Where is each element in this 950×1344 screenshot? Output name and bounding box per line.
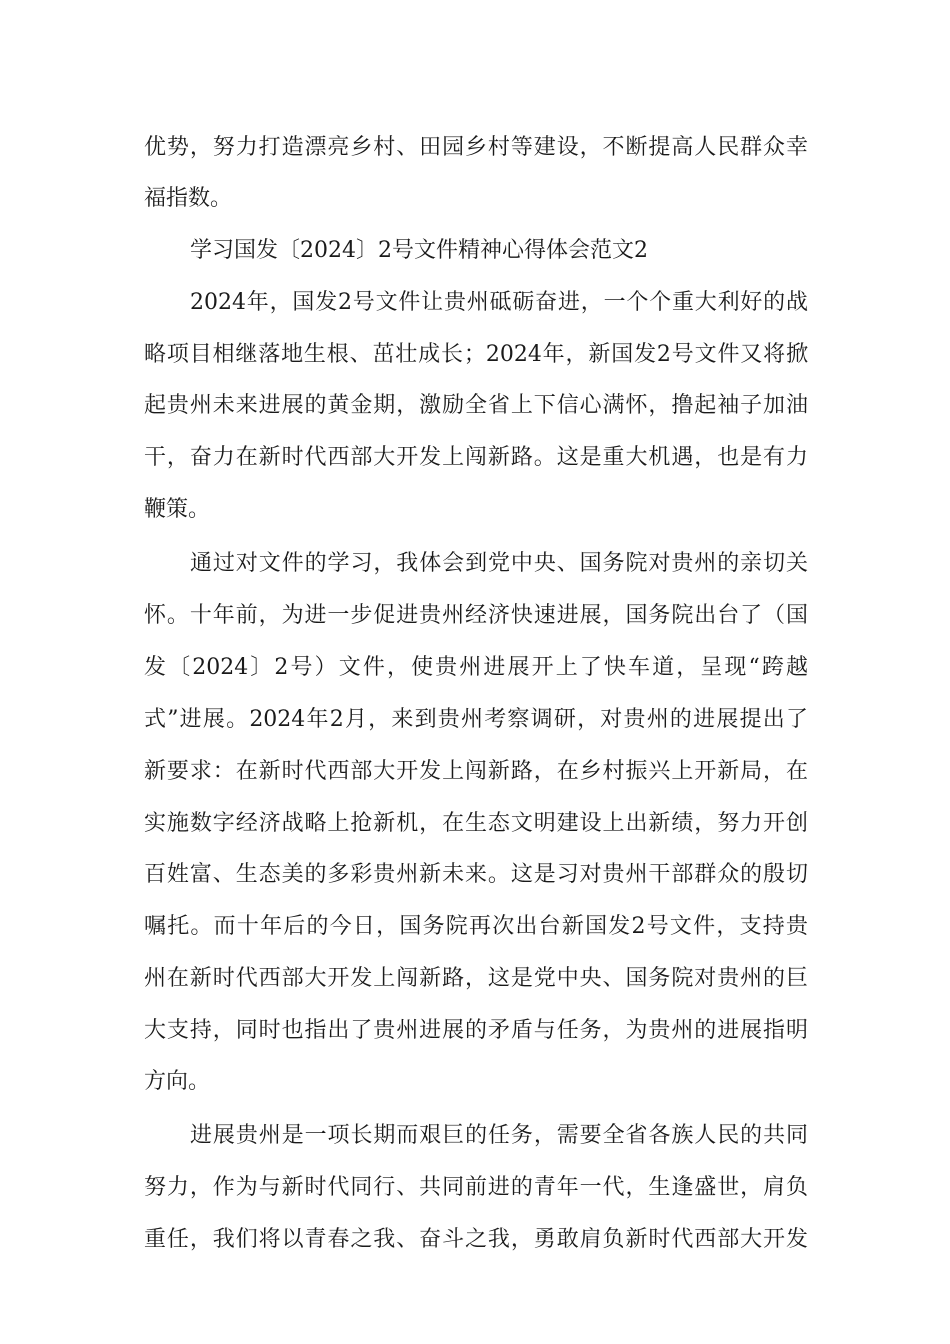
paragraph-line: 嘱托。而十年后的今日，国务院再次出台新国发2号文件，支持贵: [144, 914, 808, 939]
paragraph-line: 进展贵州是一项长期而艰巨的任务，需要全省各族人民的共同: [190, 1123, 808, 1148]
paragraph-line: 干，奋力在新时代西部大开发上闯新路。这是重大机遇，也是有力: [144, 445, 808, 470]
paragraph-line: 2024年，国发2号文件让贵州砥砺奋进，一个个重大利好的战: [190, 290, 808, 315]
paragraph-line: 优势，努力打造漂亮乡村、田园乡村等建设，不断提高人民群众幸: [144, 135, 808, 160]
paragraph-line: 努力，作为与新时代同行、共同前进的青年一代，生逢盛世，肩负: [144, 1175, 808, 1200]
paragraph-line: 起贵州未来进展的黄金期，激励全省上下信心满怀，撸起袖子加油: [144, 393, 808, 418]
paragraph-line: 实施数字经济战略上抢新机，在生态文明建设上出新绩，努力开创: [144, 811, 808, 836]
paragraph-line: 怀。十年前，为进一步促进贵州经济快速进展，国务院出台了（国: [144, 603, 808, 628]
paragraph-line: 方向。: [144, 1069, 211, 1094]
paragraph-line: 新要求：在新时代西部大开发上闯新路，在乡村振兴上开新局，在: [144, 759, 808, 784]
paragraph-line: 通过对文件的学习，我体会到党中央、国务院对贵州的亲切关: [190, 551, 808, 576]
paragraph-line: 重任，我们将以青春之我、奋斗之我，勇敢肩负新时代西部大开发: [144, 1227, 808, 1252]
paragraph-line: 式”进展。2024年2月，来到贵州考察调研，对贵州的进展提出了: [144, 707, 808, 732]
paragraph-line: 大支持，同时也指出了贵州进展的矛盾与任务，为贵州的进展指明: [144, 1018, 808, 1043]
section-heading: 学习国发〔2024〕2号文件精神心得体会范文2: [190, 238, 648, 263]
paragraph-line: 百姓富、生态美的多彩贵州新未来。这是习对贵州干部群众的殷切: [144, 862, 808, 887]
paragraph-line: 州在新时代西部大开发上闯新路，这是党中央、国务院对贵州的巨: [144, 966, 808, 991]
paragraph-line: 福指数。: [144, 186, 233, 211]
paragraph-line: 略项目相继落地生根、茁壮成长；2024年，新国发2号文件又将掀: [144, 342, 808, 367]
paragraph-line: 发〔2024〕2号）文件，使贵州进展开上了快车道，呈现“跨越: [144, 655, 808, 680]
paragraph-line: 鞭策。: [144, 497, 211, 522]
